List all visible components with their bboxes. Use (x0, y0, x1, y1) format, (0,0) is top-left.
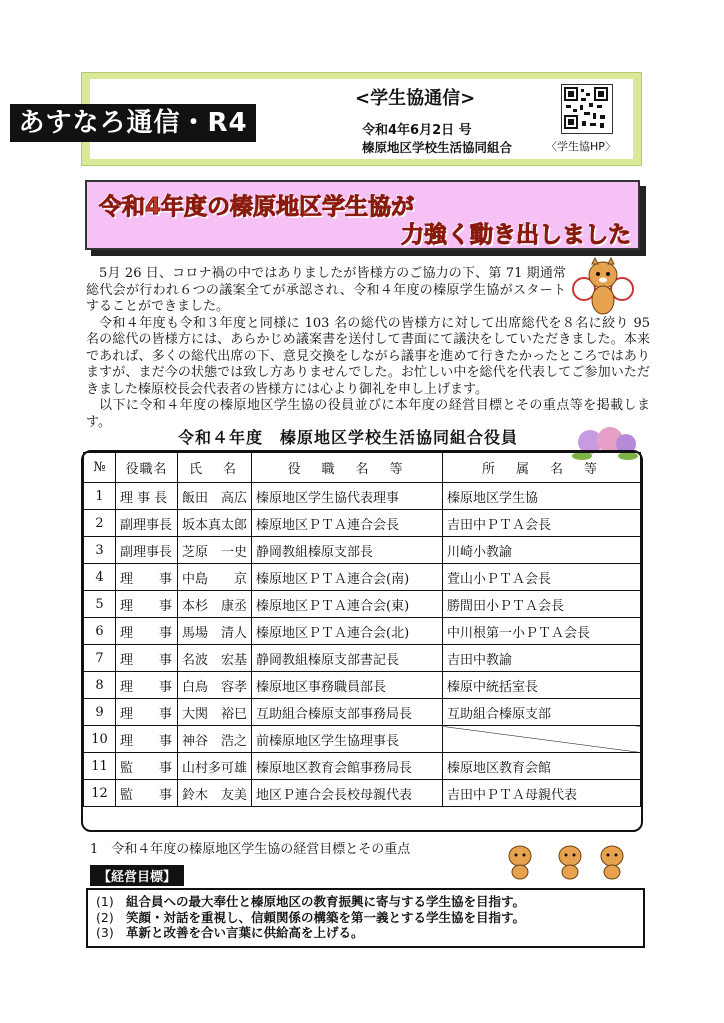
row-number: 5 (84, 591, 116, 618)
table-row (84, 753, 641, 780)
headline-line-2: 力強く動き出しました (401, 222, 631, 248)
table-row (84, 618, 641, 645)
table-row (84, 672, 641, 699)
row-position: 榛原地区ＰＴＡ連合会(南) (252, 564, 443, 591)
row-role: 副理事長 (116, 510, 178, 537)
officers-table (83, 452, 641, 807)
goal-number: (3) (96, 925, 114, 940)
row-position: 前榛原地区学生協理事長 (252, 726, 443, 753)
row-affiliation: 萓山小ＰＴＡ会長 (443, 564, 641, 591)
header-name: 氏 名 (178, 453, 252, 483)
header-number: № (84, 453, 116, 483)
row-role: 理 事 (116, 618, 178, 645)
table-title: 令和４年度 榛原地区学校生活協同組合役員 (178, 428, 519, 447)
qr-label: 〈学生協HP〉 (546, 140, 616, 153)
row-position: 榛原地区ＰＴＡ連合会(北) (252, 618, 443, 645)
row-number: 7 (84, 645, 116, 672)
organization-name: 榛原地区学校生活協同組合 (362, 140, 513, 155)
row-number: 1 (84, 483, 116, 510)
paragraph-2: 令和４年度も令和３年度と同様に 103 名の総代の皆様方に対して出席総代を８名に絞り 95 名の総代の皆様方には、あらかじめ議案書を送付して書面にて議決をしていただきました。本来であれば、多くの総代出席の下、意見交換をしながら議事を進めて行きたかったところではありますが、まだ今の状態では致し方ありませんでした。お忙しい中を総代を代表してご参加いただきました榛原校長会代表者の皆様方には心より御礼を申し上げます。 (86, 315, 650, 397)
goal-text: 革新と改善を合い言葉に供給高を上げる。 (126, 925, 364, 940)
row-name: 大関 裕巳 (178, 699, 252, 726)
table-row (84, 645, 641, 672)
goals-badge: 【経営目標】 (90, 865, 184, 886)
row-position: 互助組合榛原支部事務局長 (252, 699, 443, 726)
issue-date: 令和4年6月2日 号 (362, 123, 472, 138)
goal-item (96, 894, 635, 910)
row-position: 静岡教組榛原支部書記長 (252, 645, 443, 672)
goal-text: 笑顔・対話を重視し、信頼関係の構築を第一義とする学生協を目指す。 (126, 909, 526, 925)
row-position: 榛原地区事務職員部長 (252, 672, 443, 699)
row-role: 理 事 (116, 699, 178, 726)
row-role: 理 事 (116, 726, 178, 753)
paragraph-3: 以下に令和４年度の榛原地区学生協の役員並びに本年度の経営目標とその重点等を掲載します。 (86, 398, 650, 430)
row-name: 鈴木 友美 (178, 780, 252, 807)
row-number: 3 (84, 537, 116, 564)
goal-number: (2) (96, 909, 114, 925)
row-number: 12 (84, 780, 116, 807)
row-affiliation: 榛原中統括室長 (443, 672, 641, 699)
table-header-row (84, 453, 641, 483)
row-role: 理 事 長 (116, 483, 178, 510)
row-position: 榛原地区学生協代表理事 (252, 483, 443, 510)
row-affiliation: 互助組合榛原支部 (443, 699, 641, 726)
row-name: 中島 京 (178, 564, 252, 591)
row-affiliation: 勝間田小ＰＴＡ会長 (443, 591, 641, 618)
row-role: 理 事 (116, 591, 178, 618)
row-name: 本杉 康丞 (178, 591, 252, 618)
article-body (86, 266, 650, 431)
row-position: 榛原地区教育会館事務局長 (252, 753, 443, 780)
row-position: 地区Ｐ連合会長校母親代表 (252, 780, 443, 807)
table-row (84, 510, 641, 537)
row-number: 6 (84, 618, 116, 645)
row-affiliation: 榛原地区学生協 (443, 483, 641, 510)
row-role: 理 事 (116, 564, 178, 591)
table-row (84, 564, 641, 591)
row-affiliation: 中川根第一小ＰＴＡ会長 (443, 618, 641, 645)
goal-text: 組合員への最大奉仕と榛原地区の教育振興に寄与する学生協を目指す。 (126, 894, 526, 909)
goal-item (96, 910, 635, 926)
row-role: 監 事 (116, 753, 178, 780)
row-name: 神谷 浩之 (178, 726, 252, 753)
row-affiliation: 榛原地区教育会館 (443, 753, 641, 780)
row-name: 名波 宏基 (178, 645, 252, 672)
mascot-group-icon (500, 840, 630, 880)
table-row (84, 537, 641, 564)
row-role: 監 事 (116, 780, 178, 807)
row-name: 白鳥 容孝 (178, 672, 252, 699)
row-affiliation: 川崎小教諭 (443, 537, 641, 564)
goal-number: (1) (96, 894, 114, 909)
goal-item (96, 925, 635, 941)
headline-banner (85, 180, 640, 250)
row-affiliation: 吉田中教諭 (443, 645, 641, 672)
row-name: 坂本真太郎 (178, 510, 252, 537)
row-position: 静岡教組榛原支部長 (252, 537, 443, 564)
row-number: 10 (84, 726, 116, 753)
paragraph-1: 5月 26 日、コロナ禍の中ではありましたが皆様方のご協力の下、第 71 期通常総代会が行われ６つの議案全てが承認され、令和４年度の榛原学生協がスタートすることができました。 (86, 266, 566, 314)
row-number: 4 (84, 564, 116, 591)
goals-intro: 1 令和４年度の榛原地区学生協の経営目標とその重点 (90, 842, 411, 857)
header-affiliation: 所 属 名 等 (443, 453, 641, 483)
table-row (84, 726, 641, 753)
row-role: 理 事 (116, 645, 178, 672)
table-row (84, 483, 641, 510)
row-number: 8 (84, 672, 116, 699)
header-position: 役 職 名 等 (252, 453, 443, 483)
row-affiliation: 吉田中ＰＴＡ母親代表 (443, 780, 641, 807)
row-name: 山村多可雄 (178, 753, 252, 780)
row-name: 飯田 高広 (178, 483, 252, 510)
row-name: 芝原 一史 (178, 537, 252, 564)
goals-list (86, 888, 645, 948)
row-affiliation (443, 726, 641, 753)
row-position: 榛原地区ＰＴＡ連合会(東) (252, 591, 443, 618)
headline-line-1: 令和4年度の榛原地区学生協が (99, 194, 415, 220)
header-role: 役職名 (116, 453, 178, 483)
row-name: 馬場 清人 (178, 618, 252, 645)
newsletter-title: あすなろ通信・R4 (10, 104, 256, 142)
row-position: 榛原地区ＰＴＡ連合会長 (252, 510, 443, 537)
row-role: 副理事長 (116, 537, 178, 564)
row-affiliation: 吉田中ＰＴＡ会長 (443, 510, 641, 537)
table-row (84, 591, 641, 618)
row-number: 9 (84, 699, 116, 726)
row-number: 11 (84, 753, 116, 780)
qr-code-icon[interactable] (561, 84, 613, 134)
row-role: 理 事 (116, 672, 178, 699)
newsletter-subtitle: <学生協通信> (355, 88, 476, 109)
table-row (84, 699, 641, 726)
table-row (84, 780, 641, 807)
row-number: 2 (84, 510, 116, 537)
